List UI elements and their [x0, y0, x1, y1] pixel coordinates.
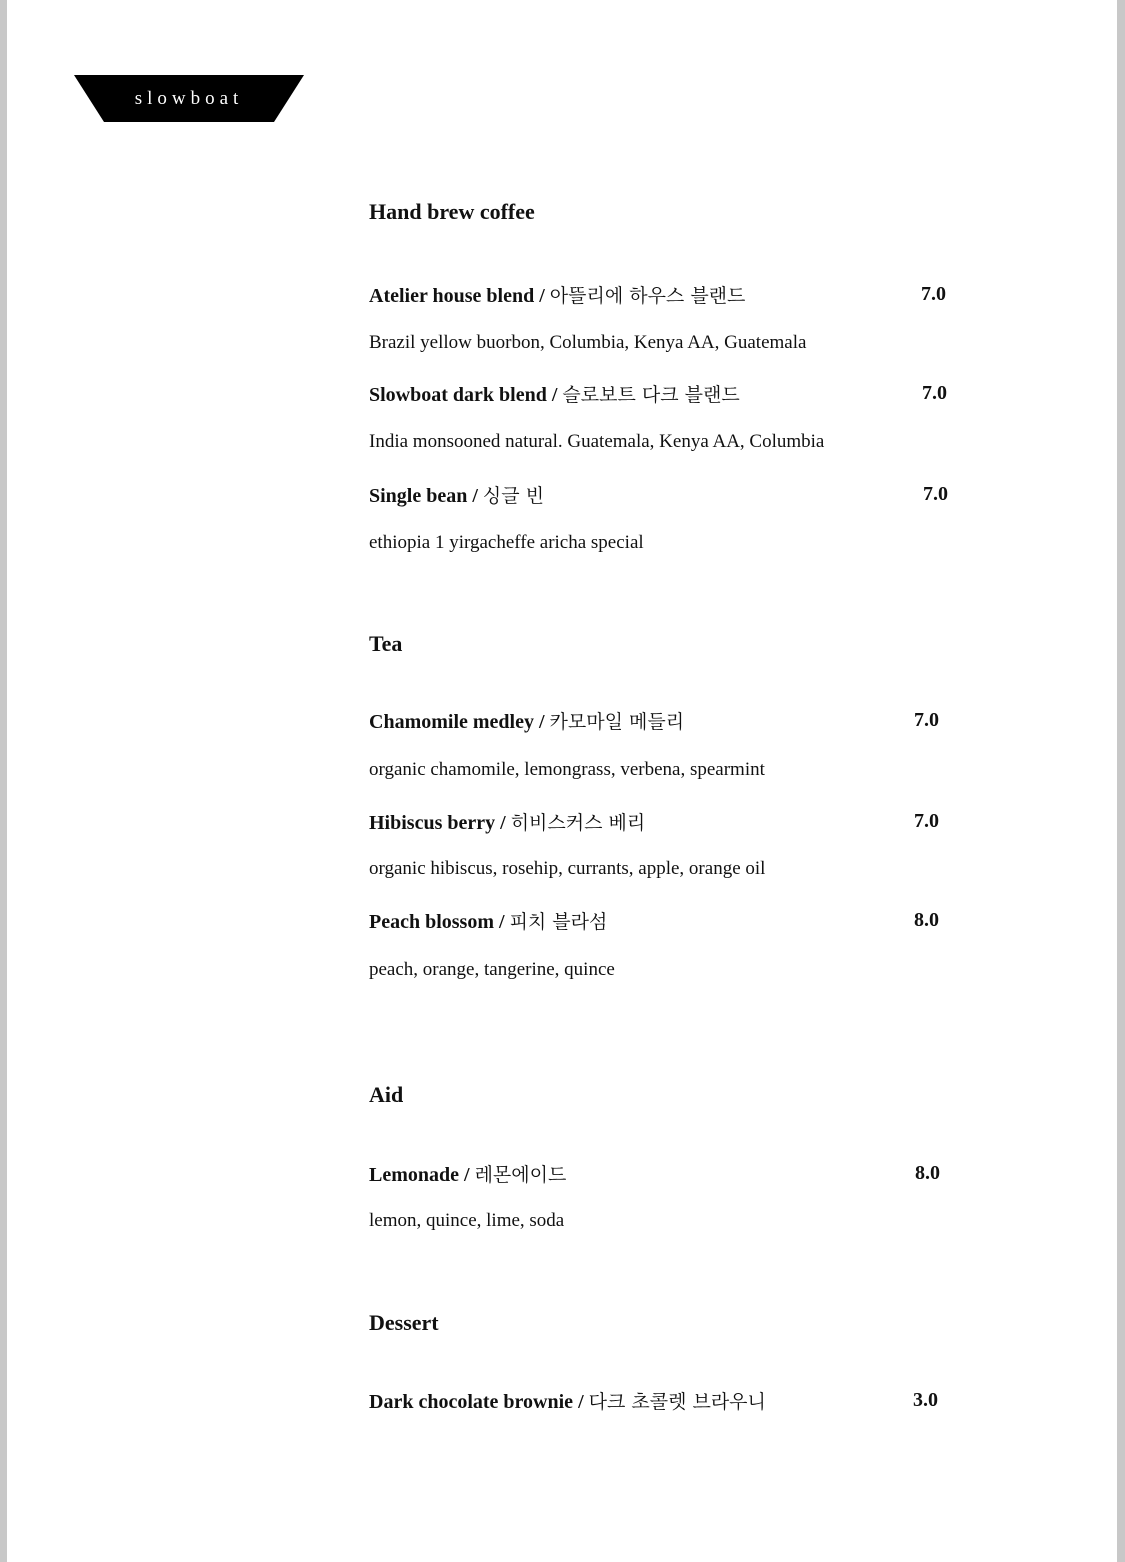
- item-name-separator: /: [459, 1164, 475, 1186]
- item-price: 7.0: [922, 382, 947, 404]
- section-title-hand-brew-coffee: Hand brew coffee: [369, 199, 535, 224]
- item-name-separator: /: [494, 911, 510, 933]
- item-name-separator: /: [546, 384, 563, 406]
- menu-item-name: [369, 707, 684, 734]
- item-price: 7.0: [914, 810, 939, 832]
- item-price: 8.0: [914, 909, 939, 931]
- item-description: ethiopia 1 yirgacheffe aricha special: [369, 532, 644, 553]
- item-name-ko: 아뜰리에 하우스 블랜드: [549, 285, 746, 307]
- item-name-ko: 다크 초콜렛 브라우니: [588, 1391, 766, 1413]
- item-name-en: Lemonade: [369, 1164, 459, 1186]
- item-price: 7.0: [923, 483, 948, 505]
- menu-item-name: [369, 481, 544, 508]
- item-description: India monsooned natural. Guatemala, Kenya AA, Columbia: [369, 431, 825, 452]
- item-description: organic chamomile, lemongrass, verbena, spearmint: [369, 759, 765, 780]
- section-title-dessert: Dessert: [369, 1310, 439, 1335]
- menu-item-name: [369, 808, 645, 835]
- item-name-en: Slowboat dark blend: [369, 384, 547, 406]
- item-price: 7.0: [921, 283, 946, 305]
- item-name-separator: /: [533, 711, 550, 733]
- menu-page: [7, 0, 1117, 1562]
- item-name-separator: /: [495, 812, 511, 834]
- item-name-ko: 레몬에이드: [474, 1164, 567, 1186]
- menu-item-name: [369, 1160, 566, 1187]
- item-name-ko: 피치 블라섬: [509, 911, 608, 933]
- item-price: 3.0: [913, 1389, 938, 1411]
- brand-logo-text: slowboat: [134, 88, 244, 109]
- item-name-en: Atelier house blend: [369, 285, 535, 307]
- item-name-separator: /: [467, 485, 483, 507]
- menu-item-name: [369, 907, 607, 934]
- item-name-ko: 슬로보트 다크 블랜드: [562, 384, 740, 406]
- menu-item-name: [369, 281, 745, 308]
- item-description: Brazil yellow buorbon, Columbia, Kenya AA, Guatemala: [369, 332, 807, 353]
- item-price: 7.0: [914, 709, 939, 731]
- item-name-en: Peach blossom: [369, 911, 494, 933]
- section-title-aid: Aid: [369, 1082, 404, 1107]
- item-name-en: Single bean: [369, 485, 468, 507]
- item-name-ko: 싱글 빈: [482, 485, 545, 507]
- item-name-ko: 히비스커스 베리: [510, 812, 646, 834]
- item-description: peach, orange, tangerine, quince: [369, 959, 615, 980]
- item-description: lemon, quince, lime, soda: [369, 1210, 565, 1231]
- item-name-en: Dark chocolate brownie: [369, 1391, 574, 1413]
- item-name-en: Chamomile medley: [369, 711, 534, 733]
- menu-item-name: [369, 1387, 766, 1414]
- item-name-ko: 카모마일 메들리: [549, 711, 685, 733]
- item-name-separator: /: [534, 285, 550, 307]
- item-name-separator: /: [573, 1391, 589, 1413]
- item-price: 8.0: [915, 1162, 940, 1184]
- item-description: organic hibiscus, rosehip, currants, apple, orange oil: [369, 858, 766, 879]
- section-title-tea: Tea: [369, 631, 403, 656]
- menu-item-name: [369, 380, 740, 407]
- brand-logo: [74, 75, 304, 122]
- item-name-en: Hibiscus berry: [369, 812, 496, 834]
